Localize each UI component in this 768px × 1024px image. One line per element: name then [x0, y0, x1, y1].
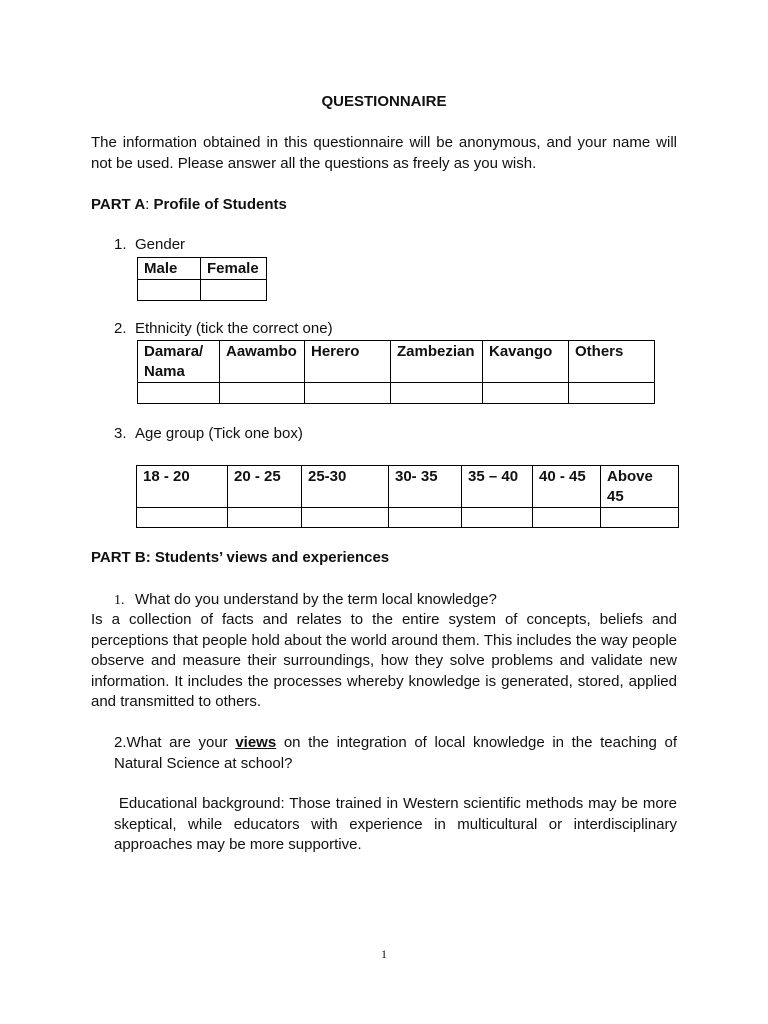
gender-checkbox-male[interactable] — [138, 280, 201, 301]
ethnicity-option-aawambo: Aawambo — [220, 341, 305, 383]
gender-option-male: Male — [138, 258, 201, 280]
part-b-answer-1: Is a collection of facts and relates to the entire system of concepts, beliefs and perceptions that people hold about the world around them. This includes the way people observe and measure their surroundings, how they solve problems and validate new information. It includes the processes whereby knowledge is generated, stored, applied and transmitted to others. — [91, 611, 677, 710]
question-text: Ethnicity (tick the correct one) — [135, 320, 333, 337]
question-text-emphasis: views — [235, 734, 277, 751]
part-a-label: PART A — [91, 196, 146, 213]
part-a-heading — [91, 195, 287, 216]
age-option-above-45: Above 45 — [601, 466, 679, 508]
ethnicity-checkbox-others[interactable] — [569, 383, 655, 404]
age-option-40-45: 40 - 45 — [533, 466, 601, 508]
intro-paragraph: The information obtained in this questionnaire will be anonymous, and your name will not be used. Please answer all the questions as freely as you wish. — [91, 134, 677, 172]
gender-table — [137, 257, 267, 301]
ethnicity-checkbox-herero[interactable] — [305, 383, 391, 404]
question-text-suffix: on the integration of local knowledge in the teaching of Natural Science at school? — [114, 734, 677, 772]
part-b-question-1 — [114, 590, 497, 612]
ethnicity-checkbox-zambezian[interactable] — [391, 383, 483, 404]
age-checkbox-40-45[interactable] — [533, 508, 601, 528]
question-number: 3. — [114, 425, 127, 442]
age-checkbox-20-25[interactable] — [228, 508, 302, 528]
age-checkbox-25-30[interactable] — [302, 508, 389, 528]
ethnicity-checkbox-kavango[interactable] — [483, 383, 569, 404]
age-checkbox-30-35[interactable] — [389, 508, 462, 528]
page-number: 1 — [381, 947, 387, 961]
part-a-colon: : — [145, 196, 150, 213]
part-b-question-2 — [114, 733, 677, 774]
answer-text: Educational background: Those trained in Western scientific methods may be more skeptical, while educators with experience in multicultural or interdisciplinary approaches may be more supportive. — [114, 795, 677, 853]
gender-option-female: Female — [201, 258, 267, 280]
document-title: QUESTIONNAIRE — [321, 93, 447, 110]
part-a-title: Profile of Students — [149, 196, 287, 213]
question-text-prefix: 2.What are your — [114, 734, 236, 751]
age-option-18-20: 18 - 20 — [137, 466, 228, 508]
question-text: Gender — [135, 236, 186, 253]
ethnicity-table — [137, 340, 655, 404]
question-number: 2. — [114, 320, 127, 337]
age-option-25-30: 25-30 — [302, 466, 389, 508]
question-text: What do you understand by the term local knowledge? — [135, 591, 497, 608]
ethnicity-checkbox-damara-nama[interactable] — [138, 383, 220, 404]
age-option-30-35: 30- 35 — [389, 466, 462, 508]
question-text: Age group (Tick one box) — [135, 425, 303, 442]
question-number: 1. — [114, 593, 125, 608]
ethnicity-option-zambezian: Zambezian — [391, 341, 483, 383]
age-checkbox-18-20[interactable] — [137, 508, 228, 528]
question-age-group — [114, 424, 303, 445]
part-b-heading: PART B: Students’ views and experiences — [91, 549, 390, 566]
ethnicity-option-herero: Herero — [305, 341, 391, 383]
question-gender — [114, 235, 185, 256]
question-number: 1. — [114, 236, 127, 253]
age-checkbox-35-40[interactable] — [462, 508, 533, 528]
part-b-answer-2 — [114, 794, 677, 856]
ethnicity-option-others: Others — [569, 341, 655, 383]
age-option-35-40: 35 – 40 — [462, 466, 533, 508]
gender-checkbox-female[interactable] — [201, 280, 267, 301]
ethnicity-option-damara-nama: Damara/ Nama — [138, 341, 220, 383]
age-checkbox-above-45[interactable] — [601, 508, 679, 528]
ethnicity-option-kavango: Kavango — [483, 341, 569, 383]
ethnicity-checkbox-aawambo[interactable] — [220, 383, 305, 404]
question-ethnicity — [114, 319, 333, 340]
age-option-20-25: 20 - 25 — [228, 466, 302, 508]
age-group-table — [136, 465, 679, 528]
